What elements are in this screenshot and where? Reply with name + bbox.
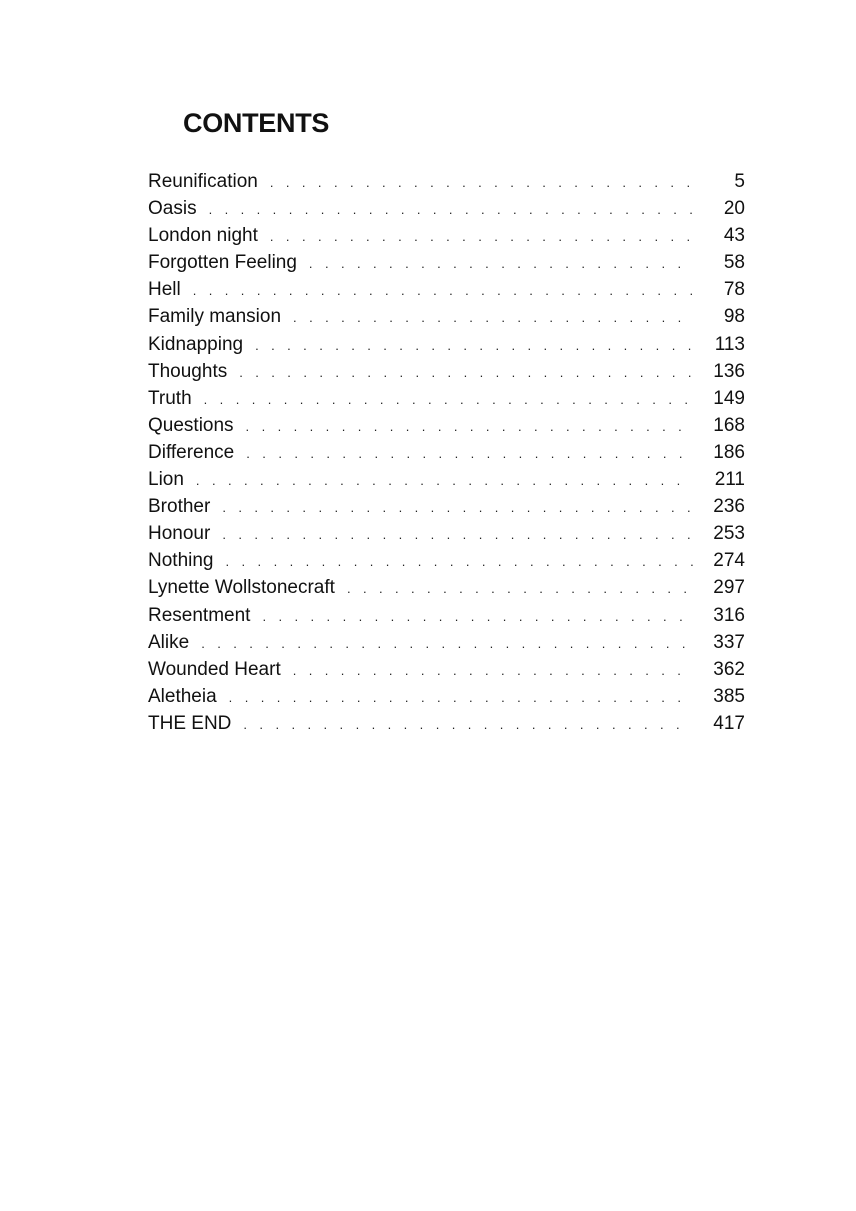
toc-entry[interactable] <box>148 710 745 737</box>
dot-leader <box>270 169 693 196</box>
toc-entry-page-number: 149 <box>713 387 745 409</box>
toc-entry[interactable] <box>148 493 745 520</box>
toc-entry-title: Truth <box>148 387 192 409</box>
toc-entry-title: Wounded Heart <box>148 658 281 680</box>
toc-entry[interactable] <box>148 385 745 412</box>
toc-entry-page-number: 98 <box>723 306 745 328</box>
toc-entry-title: Questions <box>148 414 234 436</box>
toc-entry-page-number: 253 <box>713 523 745 545</box>
toc-entry[interactable] <box>148 602 745 629</box>
toc-entry-page-number: 236 <box>713 496 745 518</box>
toc-entry[interactable] <box>148 249 745 276</box>
dot-leader <box>204 386 693 413</box>
dot-leader <box>270 223 693 250</box>
dot-leader <box>193 277 693 304</box>
toc-entry-page-number: 20 <box>723 198 745 220</box>
toc-entry-page-number: 43 <box>723 225 745 247</box>
toc-entry-title: Kidnapping <box>148 333 244 355</box>
dot-leader <box>347 575 693 602</box>
dot-leader <box>196 467 693 494</box>
toc-entry-page-number: 186 <box>713 441 745 463</box>
toc-entry-title: Aletheia <box>148 685 217 707</box>
toc-entry-title: Alike <box>148 631 190 653</box>
dot-leader <box>226 548 694 575</box>
toc-entry-title: Lion <box>148 469 184 491</box>
toc-entry-title: Difference <box>148 441 235 463</box>
toc-entry-page-number: 362 <box>713 658 745 680</box>
toc-entry[interactable] <box>148 358 745 385</box>
dot-leader <box>246 440 693 467</box>
toc-entry[interactable] <box>148 168 745 195</box>
dot-leader <box>262 603 693 630</box>
toc-entry-title: Hell <box>148 279 181 301</box>
table-of-contents <box>148 168 745 737</box>
dot-leader <box>222 494 693 521</box>
dot-leader <box>309 250 693 277</box>
dot-leader <box>255 332 693 359</box>
dot-leader <box>293 304 693 331</box>
toc-entry-title: Thoughts <box>148 360 228 382</box>
toc-entry[interactable] <box>148 412 745 439</box>
toc-entry-page-number: 417 <box>713 712 745 734</box>
toc-entry-title: Brother <box>148 496 211 518</box>
toc-entry[interactable] <box>148 303 745 330</box>
toc-entry-title: Oasis <box>148 198 197 220</box>
toc-entry[interactable] <box>148 195 745 222</box>
toc-entry[interactable] <box>148 439 745 466</box>
toc-entry-page-number: 385 <box>713 685 745 707</box>
toc-entry-page-number: 58 <box>723 252 745 274</box>
toc-entry-page-number: 113 <box>714 333 745 355</box>
toc-entry-page-number: 337 <box>713 631 745 653</box>
toc-entry[interactable] <box>148 520 745 547</box>
toc-entry-title: Reunification <box>148 171 258 192</box>
toc-entry-page-number: 316 <box>713 604 745 626</box>
toc-entry-page-number: 78 <box>723 279 745 301</box>
toc-entry-title: Resentment <box>148 604 251 626</box>
toc-entry-page-number: 5 <box>734 171 745 192</box>
toc-entry-page-number: 211 <box>714 469 745 491</box>
toc-entry-page-number: 297 <box>713 577 745 599</box>
toc-entry[interactable] <box>148 466 745 493</box>
toc-entry-page-number: 168 <box>713 414 745 436</box>
dot-leader <box>229 684 693 711</box>
toc-entry-title: Forgotten Feeling <box>148 252 297 274</box>
dot-leader <box>293 657 693 684</box>
dot-leader <box>209 196 693 223</box>
dot-leader <box>201 630 693 657</box>
toc-entry-title: Family mansion <box>148 306 282 328</box>
toc-entry-title: Honour <box>148 523 211 545</box>
toc-entry[interactable] <box>148 574 745 601</box>
toc-entry[interactable] <box>148 683 745 710</box>
dot-leader <box>239 359 693 386</box>
toc-entry[interactable] <box>148 629 745 656</box>
page-title: CONTENTS <box>183 108 330 138</box>
toc-entry-page-number: 136 <box>713 360 745 382</box>
toc-entry[interactable] <box>148 547 745 574</box>
toc-entry[interactable] <box>148 276 745 303</box>
dot-leader <box>243 711 693 738</box>
toc-entry-page-number: 274 <box>713 550 745 572</box>
toc-entry-title: London night <box>148 225 258 247</box>
toc-entry-title: Nothing <box>148 550 214 572</box>
toc-entry[interactable] <box>148 331 745 358</box>
dot-leader <box>246 413 693 440</box>
toc-entry-title: THE END <box>148 712 232 734</box>
toc-entry-title: Lynette Wollstonecraft <box>148 577 335 599</box>
toc-entry[interactable] <box>148 656 745 683</box>
dot-leader <box>222 521 693 548</box>
toc-entry[interactable] <box>148 222 745 249</box>
